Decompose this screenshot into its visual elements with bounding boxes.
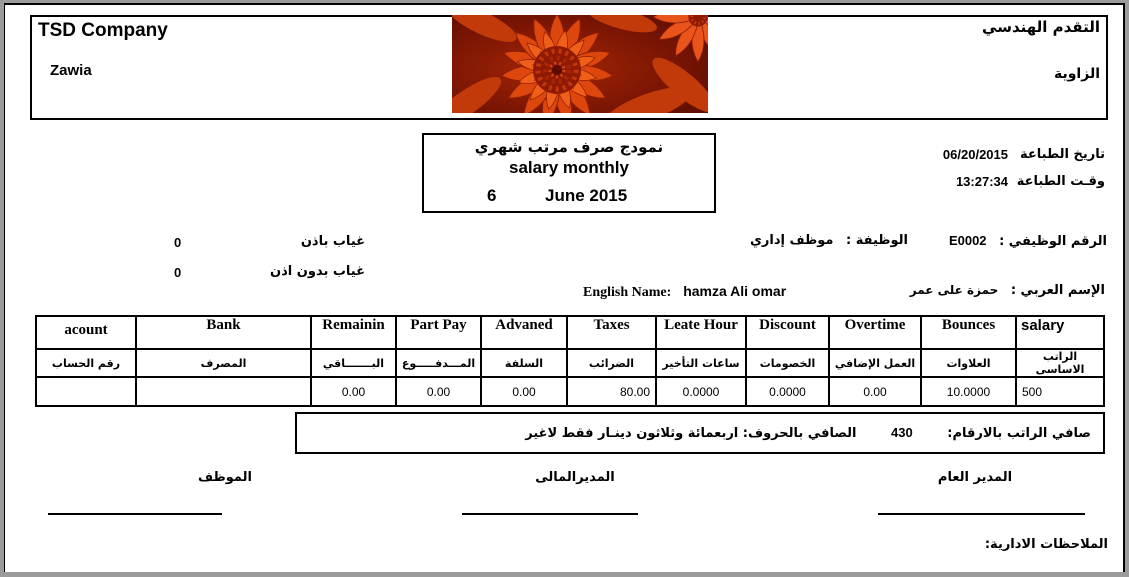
col-latehour-header-ar: ساعات التأخير <box>656 349 746 377</box>
employee-id-row <box>915 233 1107 249</box>
arabic-name-row <box>875 283 1105 298</box>
administrative-notes-label: الملاحظات الادارية: <box>984 537 1108 552</box>
col-salary-header-en: salary <box>1016 316 1104 349</box>
branch-name-arabic: الزاوية <box>1053 66 1100 82</box>
month-number: 6 <box>487 186 497 205</box>
col-bank-header-en: Bank <box>136 316 311 349</box>
col-latehour-header-en: Leate Hour <box>656 316 746 349</box>
absence-with-permission-label: غياب باذن <box>300 234 365 249</box>
absence-without-permission-value: 0 <box>174 265 182 280</box>
advanced-value-cell: 0.00 <box>481 377 567 406</box>
absence-without-permission-label: غياب بدون اذن <box>270 264 365 279</box>
col-remaining-header-ar: البـــــــاقي <box>311 349 396 377</box>
job-title-label: الوظيفة : <box>845 233 908 248</box>
col-account-header-en: acount <box>36 316 136 349</box>
col-partpay-header-en: Part Pay <box>396 316 481 349</box>
print-time-label: وقـت الطباعة <box>1016 174 1105 189</box>
col-discount-header-ar: الخصومات <box>746 349 829 377</box>
employee-id-label: الرقم الوظيفي : <box>999 234 1107 249</box>
english-name-row <box>583 283 883 301</box>
print-date-label: تاريخ الطباعة <box>1020 147 1105 162</box>
flower-logo-image <box>452 15 708 113</box>
col-remaining-header-en: Remainin <box>311 316 396 349</box>
col-bank-header-ar: المصرف <box>136 349 311 377</box>
branch-name-english: Zawia <box>50 62 92 79</box>
employee-id-value: E0002 <box>948 233 987 248</box>
table-header-english-row <box>36 316 1104 349</box>
arabic-name-value: حمزة على عمر <box>909 283 999 297</box>
col-advanced-header-ar: السلفة <box>481 349 567 377</box>
net-salary-numeric-label: صافي الراتب بالارقام: <box>947 426 1091 441</box>
general-manager-signature-label: المدير العام <box>937 470 1013 485</box>
financial-manager-signature-line <box>462 513 638 515</box>
bank-value-cell <box>136 377 311 406</box>
general-manager-signature-line <box>878 513 1085 515</box>
employee-signature-line <box>48 513 222 515</box>
col-overtime-header-ar: العمل الإضافي <box>829 349 921 377</box>
col-taxes-header-ar: الضرائب <box>567 349 656 377</box>
english-name-label: English Name: <box>583 285 672 300</box>
net-salary-numeric-value: 430 <box>891 425 913 440</box>
col-bonuses-header-en: Bounces <box>921 316 1016 349</box>
report-title-arabic: نمودج صرف مرتب شهري <box>474 138 664 156</box>
account-value-cell <box>36 377 136 406</box>
financial-manager-signature-label: المديرالمالى <box>535 470 615 485</box>
net-salary-words-label: الصافي بالحروف: <box>742 426 857 441</box>
absence-with-permission-value: 0 <box>174 235 182 250</box>
latehour-value-cell: 0.0000 <box>656 377 746 406</box>
col-bonuses-header-ar: العلاوات <box>921 349 1016 377</box>
col-taxes-header-en: Taxes <box>567 316 656 349</box>
salary-table-grid <box>35 315 1105 407</box>
col-advanced-header-en: Advaned <box>481 316 567 349</box>
english-name-value: hamza Ali omar <box>683 283 787 299</box>
net-salary-words-value: اربعمائة وثلاثون دينـار فقط لاغير <box>525 426 739 441</box>
print-date-value: 06/20/2015 <box>942 147 1008 162</box>
partpay-value-cell: 0.00 <box>396 377 481 406</box>
report-title-english: salary monthly <box>509 158 629 177</box>
bonuses-value-cell: 10.0000 <box>921 377 1016 406</box>
company-name-arabic: التقدم الهندسي <box>982 18 1100 36</box>
arabic-name-label: الإسم العربي : <box>1010 283 1105 298</box>
table-header-arabic-row <box>36 349 1104 377</box>
overtime-value-cell: 0.00 <box>829 377 921 406</box>
salary-value-cell: 500 <box>1016 377 1104 406</box>
month-name: June 2015 <box>545 186 628 205</box>
job-title-row <box>748 233 908 248</box>
remaining-value-cell: 0.00 <box>311 377 396 406</box>
discount-value-cell: 0.0000 <box>746 377 829 406</box>
taxes-value-cell: 80.00 <box>567 377 656 406</box>
table-value-row <box>36 377 1104 406</box>
col-overtime-header-en: Overtime <box>829 316 921 349</box>
salary-table <box>35 315 1105 407</box>
net-salary-box <box>295 412 1105 454</box>
employee-signature-label: الموظف <box>198 470 252 485</box>
company-name-english: TSD Company <box>38 20 168 41</box>
col-salary-header-ar: الراتب الاساسى <box>1016 349 1104 377</box>
col-account-header-ar: رقم الحساب <box>36 349 136 377</box>
job-title-value: موظف إداري <box>750 233 834 248</box>
print-time-value: 13:27:34 <box>955 174 1008 189</box>
col-partpay-header-ar: المـــدفـــــوع <box>396 349 481 377</box>
col-discount-header-en: Discount <box>746 316 829 349</box>
